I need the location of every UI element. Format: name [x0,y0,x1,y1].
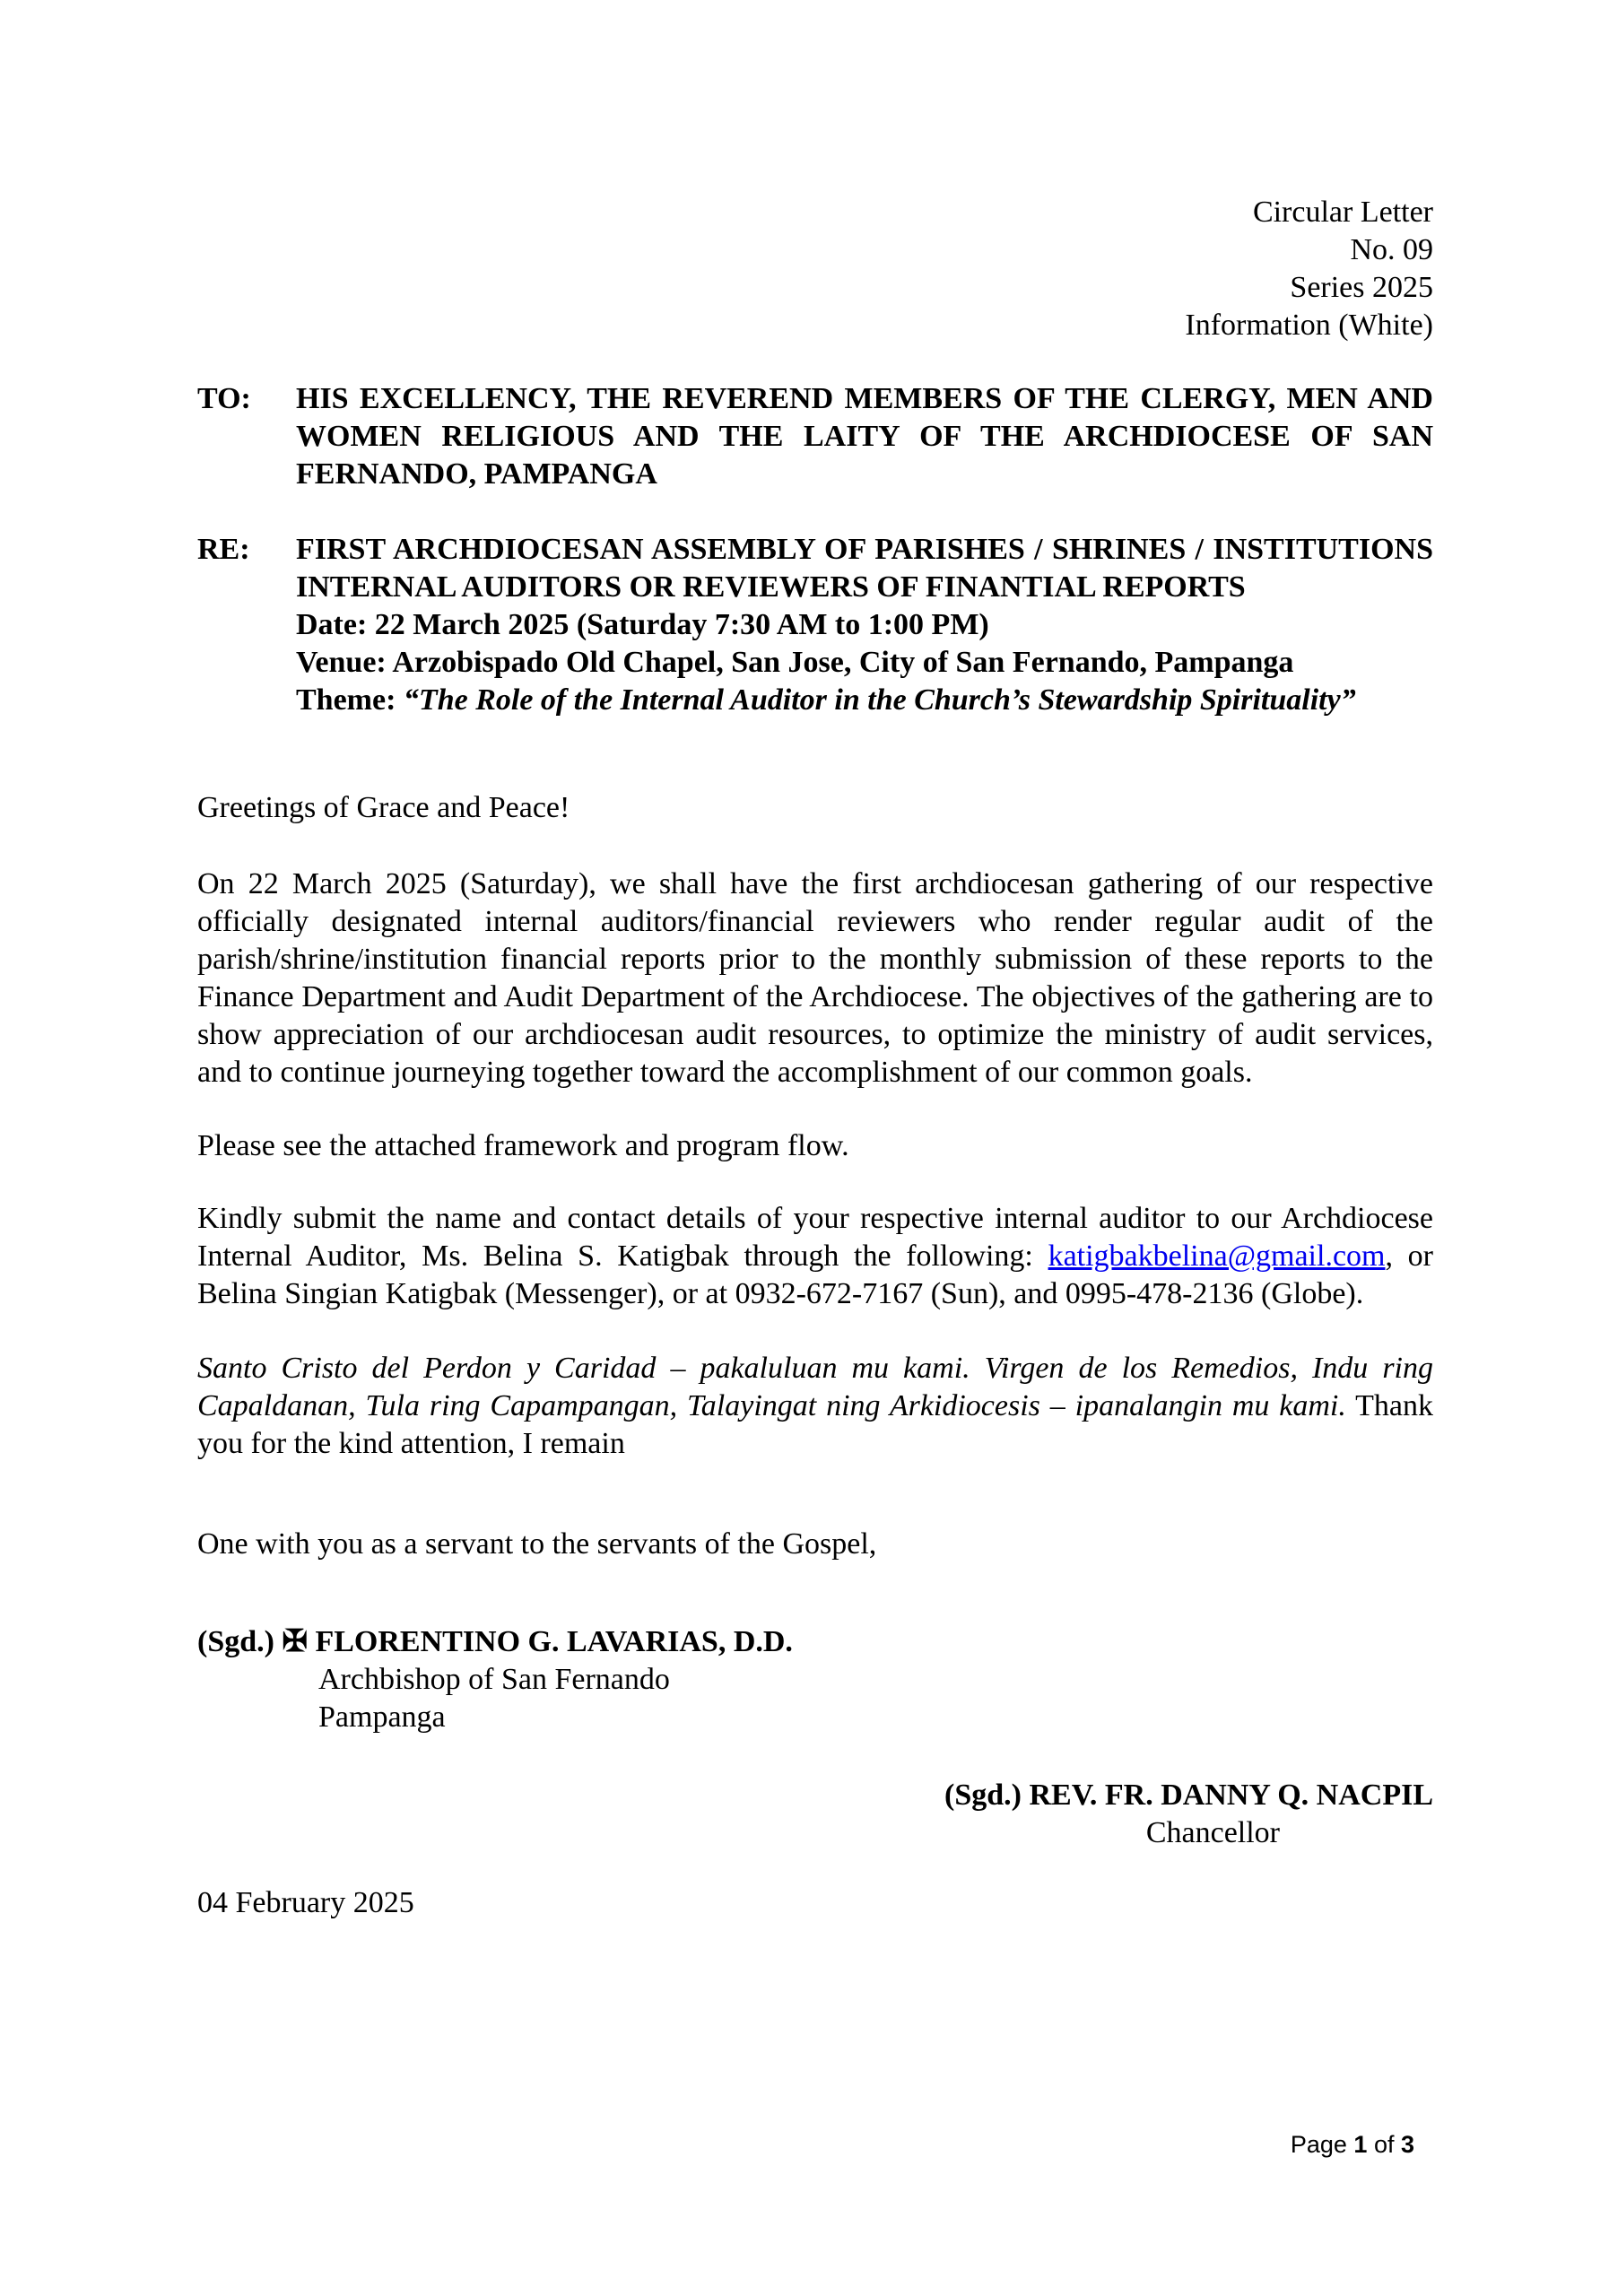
subject-theme-line [296,682,1433,719]
body-paragraph-prayer [197,1350,1433,1463]
closing-line: One with you as a servant to the servants of the Gospel, [197,1527,877,1561]
footer-total-pages: 3 [1400,2131,1414,2158]
contact-text-after-link: , or Belina Singian Katigbak (Messenger), or at 0932-672-7167 (Sun), and 0995-478-2136 (Globe). [197,1239,1433,1310]
theme-text: “The Role of the Internal Auditor in the Church’s Stewardship Spirituality” [403,683,1356,717]
to-label: TO: [197,382,251,415]
header-line-classification: Information (White) [1185,309,1433,342]
recipient-section [197,380,1433,493]
maltese-cross-icon: ✠ [282,1625,308,1658]
prayer-closing-text: Thank you for the kind attention, I remain [197,1389,1433,1460]
prayer-invocation-text: Santo Cristo del Perdon y Caridad – pakaluluan mu kami. Virgen de los Remedios, Indu ring Capaldanan, Tula ring Capampangan, Talayingat ning Arkidiocesis – ipanalangin mu kami. [197,1352,1433,1422]
re-label: RE: [197,533,250,566]
greeting-line: Greetings of Grace and Peace! [197,791,570,824]
signature-archbishop [197,1623,1433,1736]
signature-chancellor [197,1777,1433,1852]
letter-header [197,194,1433,344]
footer-page-word: Page [1290,2131,1354,2158]
subject-title: FIRST ARCHDIOCESAN ASSEMBLY OF PARISHES / SHRINES / INSTITUTIONS INTERNAL AUDITORS OR REVIEWERS OF FINANTIAL REPORTS [296,533,1433,604]
archbishop-name: FLORENTINO G. LAVARIAS, D.D. [315,1625,793,1658]
header-line-circular-letter: Circular Letter [1252,196,1433,229]
archbishop-title: Archbishop of San Fernando [318,1663,670,1696]
footer-of-word: of [1367,2131,1401,2158]
recipient-text: HIS EXCELLENCY, THE REVEREND MEMBERS OF THE CLERGY, MEN AND WOMEN RELIGIOUS AND THE LAITY OF THE ARCHDIOCESE OF SAN FERNANDO, PAMPANGA [296,382,1433,491]
subject-venue-line: Venue: Arzobispado Old Chapel, San Jose, City of San Fernando, Pampanga [296,646,1294,679]
date-issued: 04 February 2025 [197,1886,414,1919]
body-paragraph-gathering: On 22 March 2025 (Saturday), we shall have the first archdiocesan gathering of our respective officially designated internal auditors/financial reviewers who render regular audit of the parish/shrine/institution financial reports prior to the monthly submission of these reports to the Finance Department and Audit Department of the Archdiocese. The objectives of the gathering are to show appreciation of our archdiocesan audit resources, to optimize the ministry of audit services, and to continue journeying together toward the accomplishment of our common goals. [197,867,1433,1089]
header-line-number: No. 09 [1350,233,1433,266]
email-link[interactable]: katigbakbelina@gmail.com [1048,1239,1386,1273]
archbishop-location: Pampanga [318,1700,446,1734]
signature-archbishop-name-line [197,1623,1433,1661]
body-paragraph-contact [197,1200,1433,1313]
page-footer [1291,2130,1414,2160]
header-line-series: Series 2025 [1290,271,1433,304]
footer-page-number: 1 [1353,2131,1368,2158]
sgd-label: (Sgd.) [197,1625,274,1658]
body-paragraph-attachment: Please see the attached framework and program flow. [197,1129,849,1162]
theme-label: Theme: [296,683,396,717]
chancellor-title: Chancellor [1145,1816,1280,1849]
subject-section [197,531,1433,719]
subject-date-line: Date: 22 March 2025 (Saturday 7:30 AM to 1:00 PM) [296,608,989,641]
contact-text-before-link: Kindly submit the name and contact details of your respective internal auditor to our Archdiocese Internal Auditor, Ms. Belina S. Katigbak through the following: [197,1202,1433,1273]
chancellor-name: (Sgd.) REV. FR. DANNY Q. NACPIL [944,1779,1433,1812]
